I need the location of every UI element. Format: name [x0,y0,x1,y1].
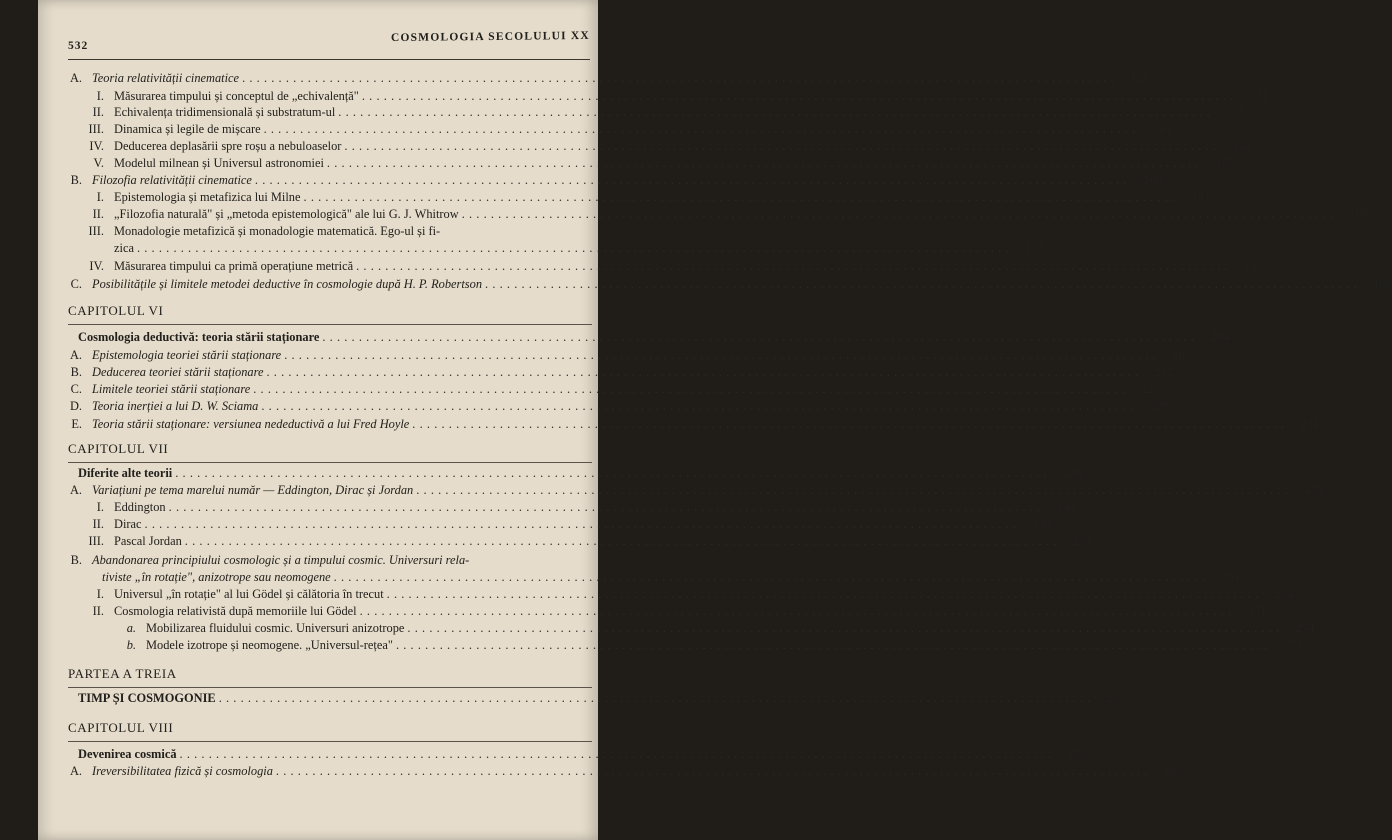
toc-entry [68,603,1267,620]
entry-number: I. [96,587,104,601]
entry-number: B. [70,365,82,379]
entry-title: Devenirea cosmică [78,747,177,761]
dot-leader: ........................................................................................................................ [416,483,1292,497]
entry-title: Teoria stării staționare: versiunea nedeductivă a lui Fred Hoyle [92,417,410,431]
entry-number: IV. [89,139,104,153]
entry-page-number: 127 [1130,71,1149,85]
dot-leader: ........................................................................................................................ [179,747,1056,761]
chapter-rule [68,687,592,688]
entry-number: C. [70,382,82,396]
entry-page-number: 245 [1304,483,1323,497]
chapter-heading: CAPITOLUL VII [68,441,169,456]
entry-page-number: 206 [1172,348,1191,362]
toc-entry [68,586,1294,603]
entry-title: Eddington [114,500,166,514]
entry-title: Deducerea deplasării spre roșu a nebuloaselor [114,139,342,153]
entry-title: Modelul milnean și Universul astronomiei [114,156,324,170]
entry-number: A. [69,764,82,778]
entry-number: I. [96,190,104,204]
dot-leader: ........................................................................................................................ [253,382,1129,396]
entry-number: C. [70,277,82,291]
running-title: COSMOLOGIA SECOLULUI XX [391,29,591,45]
entry-number: I. [96,89,104,103]
entry-title: Diferite alte teorii [78,466,173,480]
entry-title: Cosmologia relativistă după memoriile lui Gödel [114,604,357,618]
entry-title: „Filozofia naturală" și „metoda epistemologică" ale lui G. J. Whitrow [114,207,459,221]
toc-entry [68,172,1162,189]
entry-page-number: 196 [1373,277,1392,291]
dot-leader: ........................................................................................................................ [361,89,1238,103]
entry-page-number: 255 [1072,534,1092,548]
entry-page-number: 228 [1149,399,1169,413]
entry-page-number: 271 [1247,604,1267,618]
dot-leader: ........................................................................................................................ [218,691,1095,705]
entry-page-number: 234 [1300,417,1320,431]
entry-page-number: 225 [1141,382,1160,396]
entry-page-number: 274 [1295,621,1315,635]
chapter-heading: CAPITOLUL VIII [68,720,174,735]
dot-leader: ........................................................................................................................ [168,500,1045,514]
entry-number: IV. [89,259,104,273]
entry-number: II. [92,105,104,119]
entry-title: Măsurarea timpului și conceptul de „echivalență" [114,89,359,103]
entry-number: D. [69,399,82,413]
entry-title: Ireversibilitatea fizică și cosmologia [92,764,273,778]
entry-title: Deducerea teoriei stării staționare [92,365,264,379]
entry-page-number: 169 [1349,207,1369,221]
entry-page-number: 246 [1056,500,1076,514]
chapter-rule [68,741,592,742]
dot-leader: ........................................................................................................................ [344,139,1221,153]
entry-number: A. [69,348,82,362]
dot-leader: ........................................................................................................................ [326,156,1203,170]
toc-entry [68,189,1211,206]
dot-leader: ........................................................................................................................ [175,466,1051,480]
entry-page-number: 154 [1232,139,1252,153]
toc-entry [68,763,1183,780]
dot-leader: ........................................................................................................................ [322,330,1199,344]
toc-entry [68,155,1234,172]
entry-page-number: 178 [1025,241,1044,255]
entry-title: Cosmologia deductivă: teoria stării staționare [78,330,320,344]
toc-entry [68,746,1087,763]
toc-entry [68,637,1303,654]
entry-title: Posibilitățile și limitele metodei deductive în cosmologie după H. P. Robertson [92,277,483,291]
toc-entry [68,138,1252,155]
dot-leader: ........................................................................................................................ [275,764,1152,778]
entry-title: Epistemologia și metafizica lui Milne [114,190,301,204]
dot-leader: ........................................................................................................................ [263,122,1140,136]
entry-number: V. [93,156,104,170]
entry-number: B. [70,553,82,567]
dot-leader: ........................................................................................................................ [242,71,1118,85]
toc-entry [68,569,1241,586]
toc-entry [68,329,1230,346]
dot-leader: ........................................................................................................................ [338,105,1214,119]
entry-title: Teoria inerției a lui D. W. Sciama [92,399,259,413]
chapter-heading: PARTEA A TREIA [68,666,177,681]
dot-leader: ........................................................................................................................ [395,638,1272,652]
entry-number: III. [88,122,104,136]
dot-leader: ........................................................................................................................ [284,348,1160,362]
entry-page-number: 261 [1221,570,1241,584]
toc-entry [68,104,1245,121]
toc-entry [68,240,1044,257]
dot-leader: ........................................................................................................................ [333,570,1210,584]
entry-title: Teoria relativității cinematice [92,71,240,85]
toc-entry [68,88,1269,105]
entry-title: Limitele teoriei stării staționare [92,382,251,396]
entry-page-number: 161 [1191,190,1211,204]
entry-number: B. [70,173,82,187]
toc-entry [68,276,1392,293]
toc-entry [68,398,1169,415]
toc-entry [68,381,1160,398]
entry-title: Dinamica și legile de mișcare [114,122,261,136]
entry-title: Monadologie metafizică și monadologie matematică. Ego-ul și fi- [114,224,441,238]
toc-entry [68,533,1092,550]
entry-title: Abandonarea principiului cosmologic și a timpului cosmic. Universuri rela- [92,553,470,567]
entry-title: Echivalența tridimensională și substratum-ul [114,105,336,119]
entry-title: Dirac [114,517,142,531]
entry-title: tiviste „în rotație", anizotrope sau neomogene [102,570,331,584]
entry-title: Variațiuni pe tema marelui număr — Eddington, Dirac și Jordan [92,483,414,497]
dot-leader: ........................................................................................................................ [254,173,1131,187]
entry-page-number: 249 [1032,517,1052,531]
chapter-rule [68,462,592,463]
entry-page-number: 264 [1274,587,1294,601]
dot-leader: ........................................................................................................................ [386,587,1263,601]
entry-title: zica [114,241,134,255]
toc-entry [68,552,592,569]
book-page [38,0,1392,840]
toc-entry [68,206,1369,223]
entry-page-number: 157 [1215,156,1234,170]
dot-leader: ........................................................................................................................ [136,241,1013,255]
entry-number: b. [126,638,136,652]
toc-entry [68,465,1082,482]
dot-leader: ........................................................................................................................ [144,517,1021,531]
entry-number: E. [71,417,82,431]
chapter-rule [68,324,592,325]
toc-entry [68,258,1263,275]
header-rule [68,59,590,60]
entry-number: III. [88,534,104,548]
entry-page-number: 212 [1154,365,1174,379]
dot-leader: ........................................................................................................................ [359,604,1236,618]
toc-entry [68,620,1315,637]
dot-leader: ........................................................................................................................ [485,277,1361,291]
entry-page-number: 277 [1284,638,1303,652]
entry-number: III. [88,224,104,238]
dot-leader: ........................................................................................................................ [412,417,1289,431]
chapter-heading: CAPITOLUL VI [68,303,164,318]
entry-title: Pascal Jordan [114,534,182,548]
entry-title: Universul „în rotație" al lui Gödel și călătoria în trecut [114,587,384,601]
entry-title: Filozofia relativității cinematice [92,173,252,187]
dot-leader: ........................................................................................................................ [261,399,1138,413]
page-number: 532 [68,40,89,52]
entry-number: II. [92,207,104,221]
toc-entry [68,499,1076,516]
dot-leader: ........................................................................................................................ [266,365,1143,379]
toc-entry [68,482,1323,499]
entry-page-number: 287 [1164,764,1183,778]
entry-number: A. [69,483,82,497]
entry-title: Epistemologia teoriei stării staționare [92,348,282,362]
entry-page-number: 245 [1063,466,1082,480]
entry-page-number: 136 [1226,105,1245,119]
entry-number: I. [96,500,104,514]
entry-number: a. [126,621,136,635]
toc-entry [68,416,1320,433]
entry-page-number: 143 [1151,122,1171,136]
toc-entry [68,347,1191,364]
entry-page-number: 285 [1067,747,1087,761]
entry-page-number: 160 [1143,173,1162,187]
dot-leader: ........................................................................................................................ [356,259,1232,273]
entry-title: TIMP ȘI COSMOGONIE [78,691,216,705]
entry-title: Mobilizarea fluidului cosmic. Universuri anizotrope [146,621,405,635]
toc-entry [68,516,1052,533]
toc-entry [68,223,592,240]
dot-leader: ........................................................................................................................ [461,207,1338,221]
entry-number: II. [92,517,104,531]
entry-title: Măsurarea timpului ca primă operațiune metrică [114,259,354,273]
dot-leader: ........................................................................................................................ [303,190,1180,204]
entry-title: Modele izotrope și neomogene. „Universul-rețea" [146,638,393,652]
entry-page-number: 204 [1210,330,1230,344]
toc-entry [68,364,1174,381]
entry-page-number: 283 [1106,691,1126,705]
toc-entry [68,690,1126,707]
entry-number: II. [92,604,104,618]
entry-page-number: 186 [1244,259,1263,273]
dot-leader: ........................................................................................................................ [184,534,1061,548]
toc-entry [68,121,1171,138]
toc-entry [68,70,1149,87]
entry-number: A. [69,71,82,85]
entry-page-number: 131 [1250,89,1269,103]
dot-leader: ........................................................................................................................ [407,621,1284,635]
